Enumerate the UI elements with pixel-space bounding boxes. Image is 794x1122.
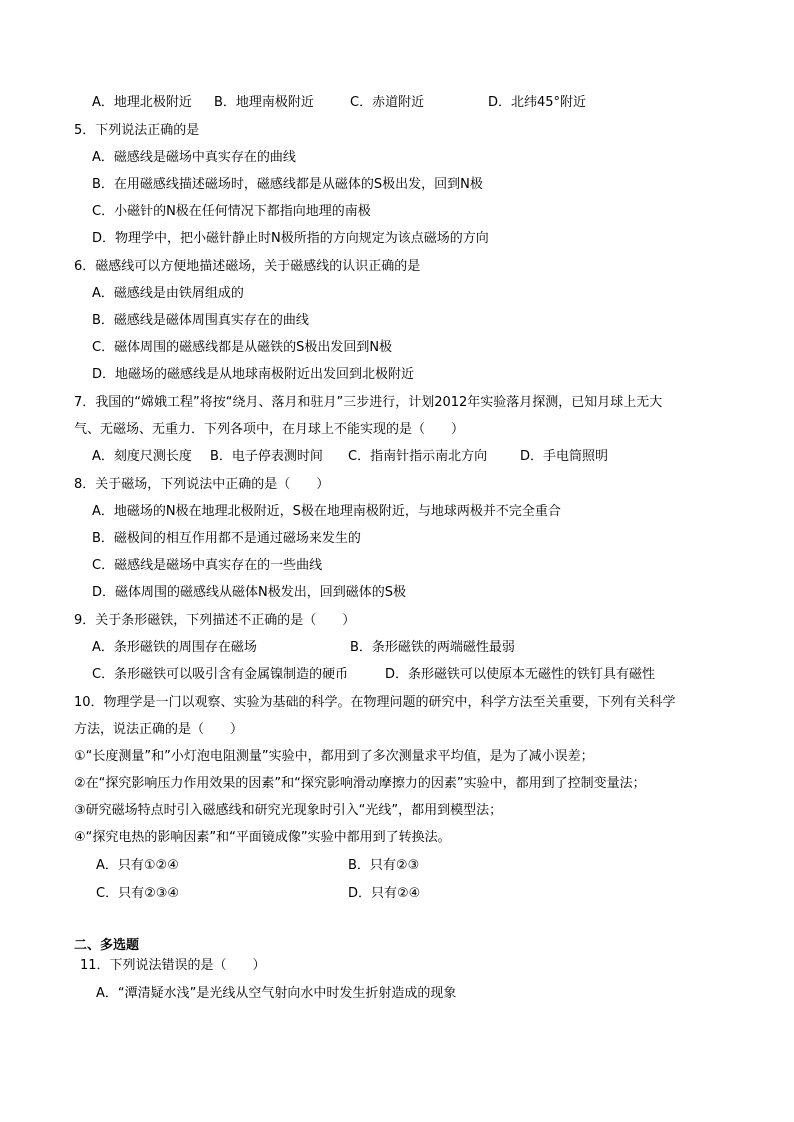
q8-option-b: B．磁极间的相互作用都不是通过磁场来发生的 bbox=[92, 531, 361, 546]
q5-option-d: D．物理学中，把小磁针静止时N极所指的方向规定为该点磁场的方向 bbox=[92, 231, 489, 246]
q4-option-c: C．赤道附近 bbox=[350, 95, 425, 110]
q9-option-a: A．条形磁铁的周围存在磁场 bbox=[92, 640, 257, 655]
q4-option-b: B．地理南极附近 bbox=[214, 95, 314, 110]
q7-option-d: D．手电筒照明 bbox=[520, 449, 609, 464]
q11-option-a: A．“潭清疑水浅”是光线从空气射向水中时发生折射造成的现象 bbox=[96, 986, 457, 1001]
q9-option-d: D．条形磁铁可以使原本无磁性的铁钉具有磁性 bbox=[385, 667, 656, 682]
q10-stem-line2: 方法，说法正确的是（ ） bbox=[74, 722, 244, 737]
q8-stem: 8．关于磁场，下列说法中正确的是（ ） bbox=[74, 477, 330, 492]
q10-statement-4: ④“探究电热的影响因素”和“平面镜成像”实验中都用到了转换法。 bbox=[74, 830, 451, 845]
q7-option-b: B．电子停表测时间 bbox=[210, 449, 323, 464]
q9-option-c: C．条形磁铁可以吸引含有金属镍制造的硬币 bbox=[92, 667, 349, 682]
q5-option-b: B．在用磁感线描述磁场时，磁感线都是从磁体的S极出发，回到N极 bbox=[92, 177, 483, 192]
q11-stem: 11．下列说法错误的是（ ） bbox=[80, 958, 266, 973]
q6-option-d: D．地磁场的磁感线是从地球南极附近出发回到北极附近 bbox=[92, 367, 415, 382]
q9-option-b: B．条形磁铁的两端磁性最弱 bbox=[350, 640, 515, 655]
q10-option-c: C．只有②③④ bbox=[96, 886, 180, 901]
q5-stem: 5．下列说法正确的是 bbox=[74, 123, 200, 138]
q8-option-d: D．磁体周围的磁感线从磁体N极发出，回到磁体的S极 bbox=[92, 585, 406, 600]
q5-option-c: C．小磁针的N极在任何情况下都指向地理的南极 bbox=[92, 204, 371, 219]
q7-option-a: A．刻度尺测长度 bbox=[92, 449, 192, 464]
q7-stem-line1: 7．我国的“嫦娥工程”将按“绕月、落月和驻月”三步进行，计划2012年实验落月探测，已知月球上无大 bbox=[74, 395, 663, 410]
q8-option-a: A．地磁场的N极在地理北极附近，S极在地理南极附近，与地球两极并不完全重合 bbox=[92, 504, 561, 519]
q10-statement-3: ③研究磁场特点时引入磁感线和研究光现象时引入“光线”，都用到模型法； bbox=[74, 803, 503, 818]
q7-option-c: C．指南针指示南北方向 bbox=[348, 449, 488, 464]
q6-stem: 6．磁感线可以方便地描述磁场，关于磁感线的认识正确的是 bbox=[74, 259, 421, 274]
q6-option-b: B．磁感线是磁体周围真实存在的曲线 bbox=[92, 313, 309, 328]
q8-option-c: C．磁感线是磁场中真实存在的一些曲线 bbox=[92, 558, 323, 573]
q10-stem-line1: 10．物理学是一门以观察、实验为基础的科学。在物理问题的研究中，科学方法至关重要，下列有关科学 bbox=[74, 695, 676, 710]
q4-option-a: A．地理北极附近 bbox=[92, 95, 192, 110]
q10-option-d: D．只有②④ bbox=[348, 886, 421, 901]
q4-option-d: D．北纬45°附近 bbox=[488, 95, 587, 110]
q10-statement-1: ①“长度测量”和”小灯泡电阻测量”实验中，都用到了多次测量求平均值，是为了减小误差； bbox=[74, 749, 594, 764]
q9-stem: 9．关于条形磁铁，下列描述不正确的是（ ） bbox=[74, 613, 356, 628]
section-heading: 二、多选题 bbox=[74, 938, 140, 953]
q5-option-a: A．磁感线是磁场中真实存在的曲线 bbox=[92, 150, 296, 165]
q10-statement-2: ②在“探究影响压力作用效果的因素”和“探究影响滑动摩擦力的因素”实验中，都用到了控制变量法； bbox=[74, 776, 646, 791]
q10-option-b: B．只有②③ bbox=[348, 858, 420, 873]
q6-option-c: C．磁体周围的磁感线都是从磁铁的S极出发回到N极 bbox=[92, 340, 393, 355]
q10-option-a: A．只有①②④ bbox=[96, 858, 179, 873]
q7-stem-line2: 气、无磁场、无重力．下列各项中，在月球上不能实现的是（ ） bbox=[74, 422, 465, 437]
q6-option-a: A．磁感线是由铁屑组成的 bbox=[92, 286, 244, 301]
